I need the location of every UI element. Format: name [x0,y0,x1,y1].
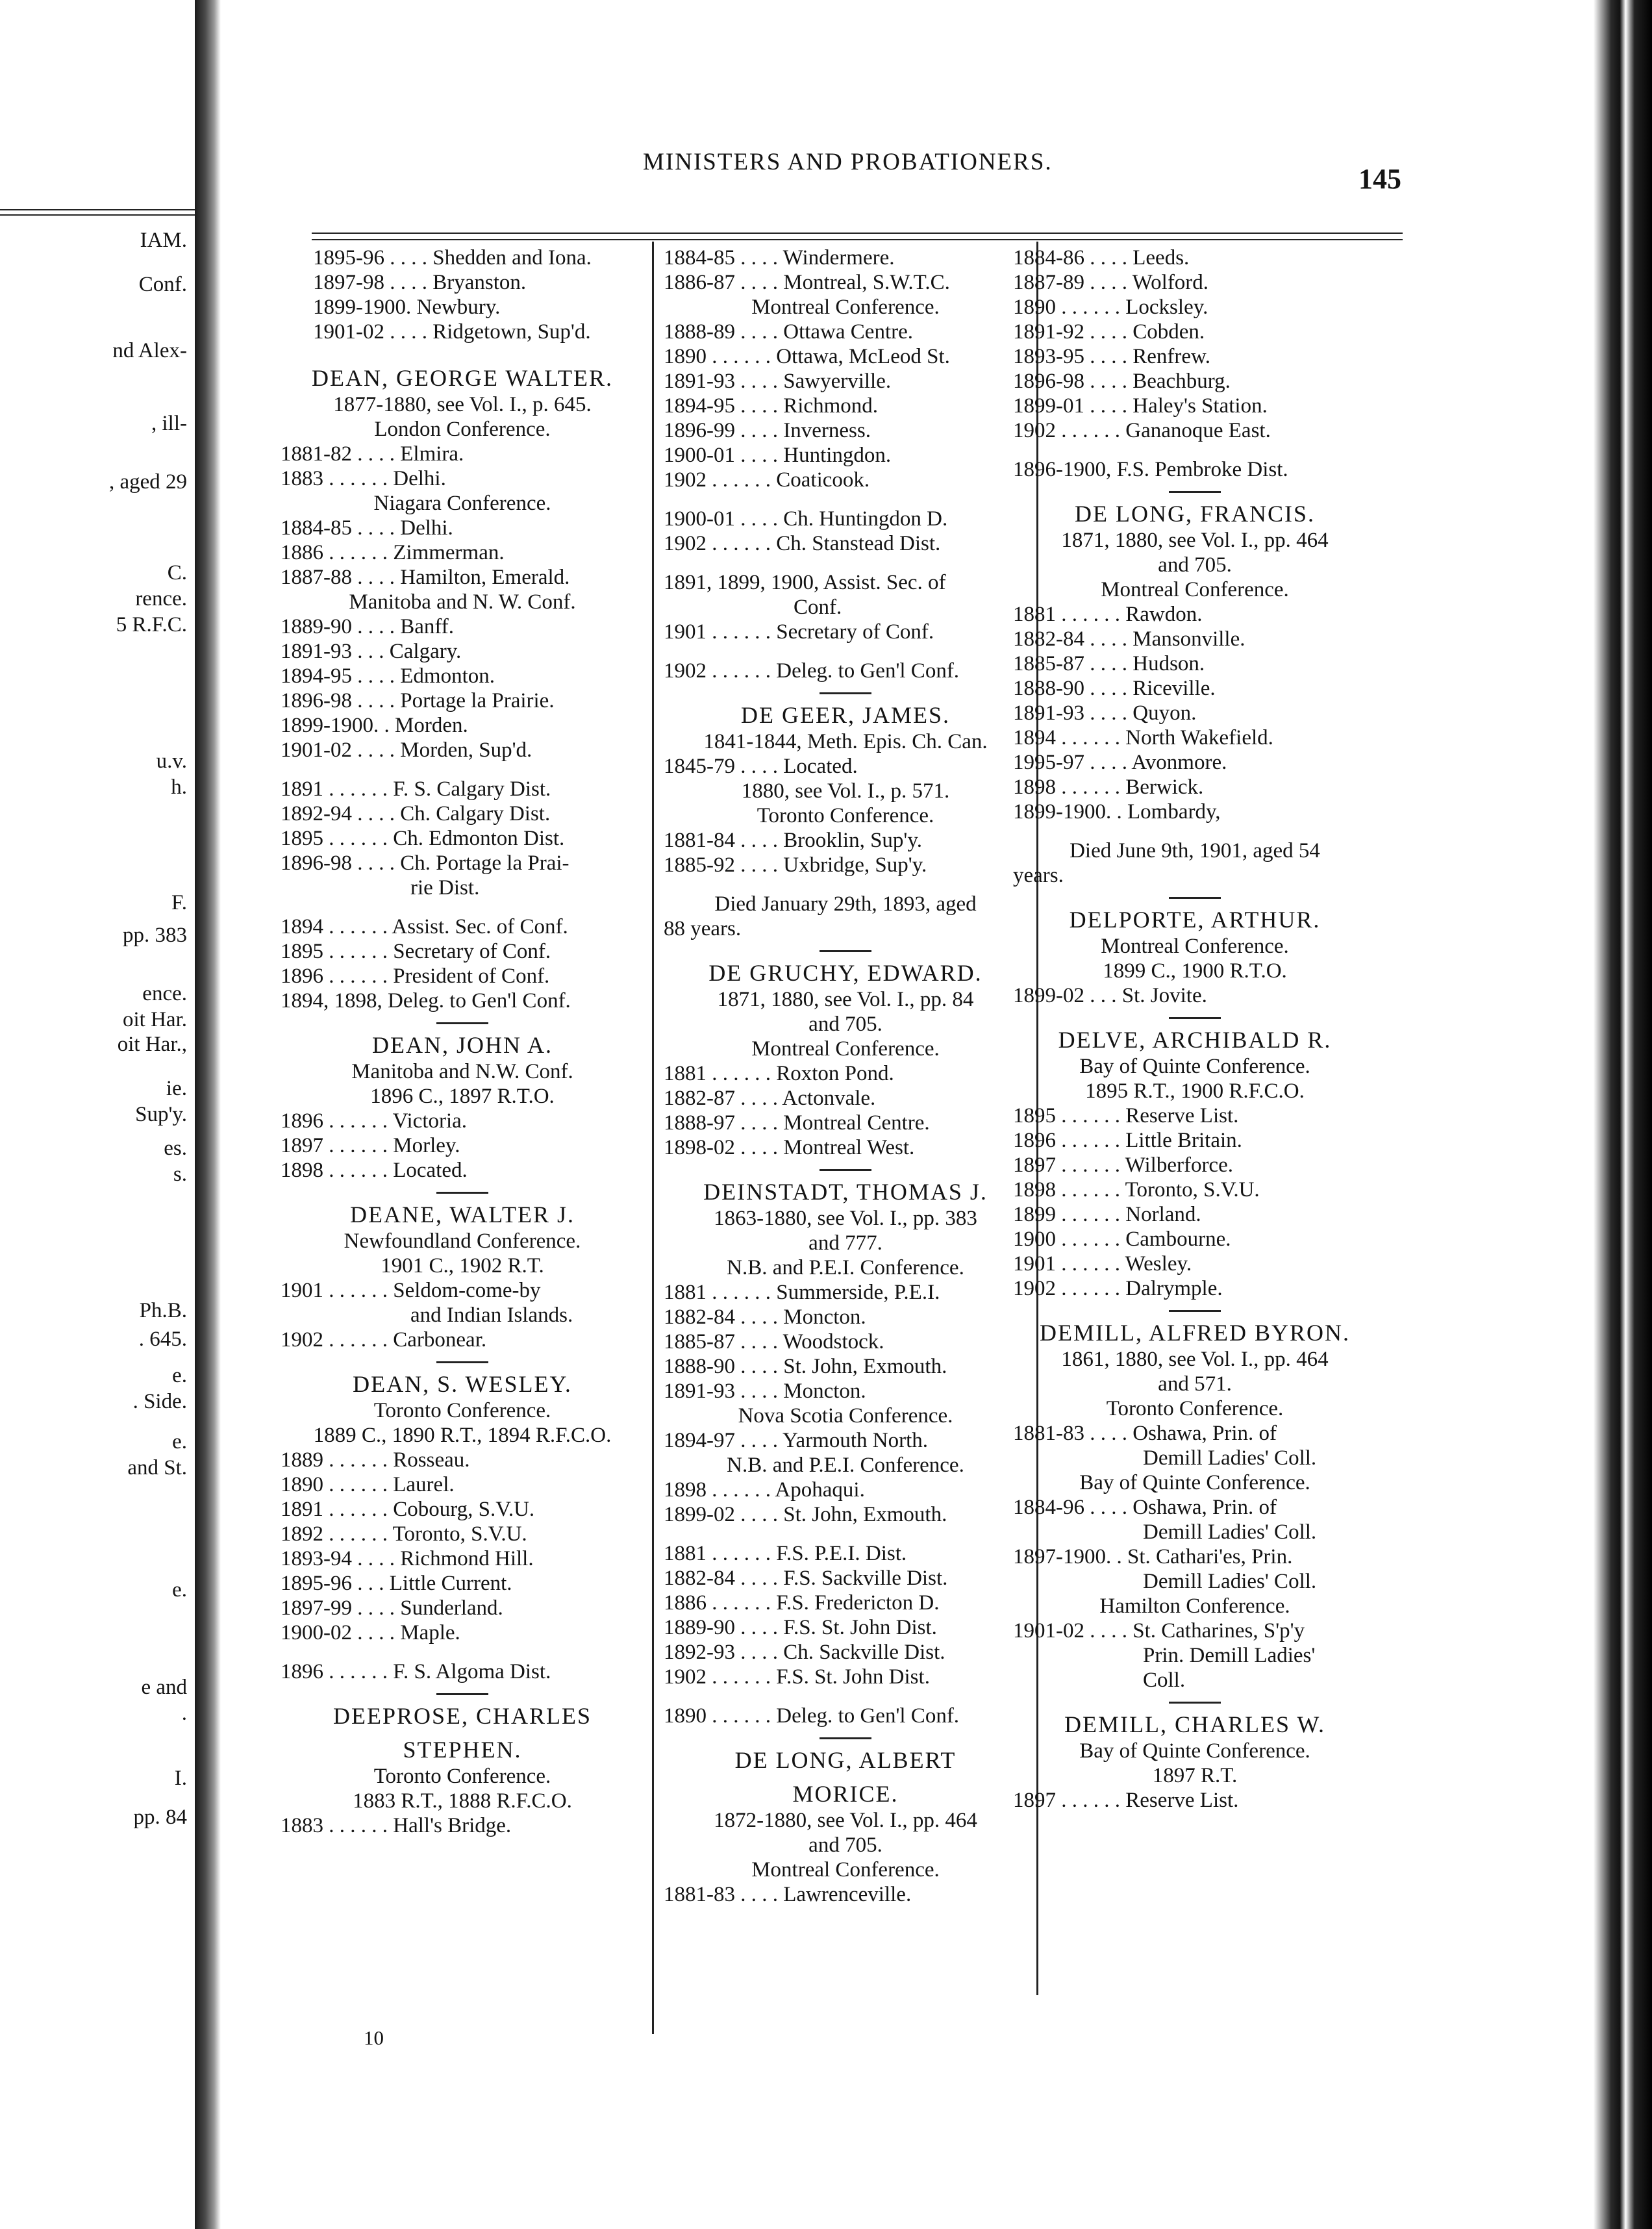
previous-page-fragment-text: and St. [127,1456,187,1480]
appointment-line: 1892 . . . . . . Toronto, S.V.U. [281,1522,527,1546]
minister-name-heading: DEMILL, CHARLES W. [1064,1711,1325,1737]
minister-name-heading: DEMILL, ALFRED BYRON. [1039,1320,1350,1346]
previous-page-fragment-text: e and [141,1676,187,1699]
appointment-line: 1881 . . . . . . Rawdon. [1013,603,1203,626]
appointment-line: 1901-02 . . . . Ridgetown, Sup'd. [313,320,591,344]
previous-page-fragment-text: . 645. [138,1328,187,1351]
appointment-line: 1882-84 . . . . Mansonville. [1013,627,1245,651]
appointment-line: 1891-92 . . . . Cobden. [1013,320,1205,344]
previous-page-fragment-text: F. [171,891,187,914]
entry-spacer [1013,443,1377,457]
conference-line: Manitoba and N. W. Conf. [349,590,576,614]
appointment-line: 1884-85 . . . . Delhi. [281,516,453,540]
appointment-line: 1900-02 . . . . Maple. [281,1621,460,1644]
appointment-line: 1881 . . . . . . F.S. P.E.I. Dist. [664,1542,907,1565]
minister-name-heading: DEAN, JOHN A. [372,1032,553,1058]
entry-divider [820,1737,871,1739]
conference-line: and 705. [1158,553,1232,577]
conference-line: London Conference. [374,418,551,441]
conference-line: Bay of Quinte Conference. [1079,1471,1310,1494]
previous-page-fragment-text: , aged 29 [108,470,187,494]
previous-page-fragment [0,0,195,2229]
previous-page-fragment-text: 5 R.F.C. [116,613,187,636]
conference-line: Toronto Conference. [757,804,934,827]
appointment-line: 1881-83 . . . . Lawrenceville. [664,1883,912,1906]
continuation-line: Demill Ladies' Coll. [1143,1570,1317,1593]
appointment-line: 1890 . . . . . . Locksley. [1013,296,1208,319]
conference-line: and 777. [808,1231,882,1255]
entry-divider [820,950,871,952]
previous-page-fragment-text: h. [171,775,187,799]
entry-divider [820,692,871,694]
conference-line: Nova Scotia Conference. [738,1404,953,1428]
entry-spacer [664,644,1027,659]
minister-name-heading: DEAN, GEORGE WALTER. [312,365,613,391]
appointment-line: 1891, 1899, 1900, Assist. Sec. of [664,571,946,594]
appointment-line: 1900 . . . . . . Cambourne. [1013,1228,1231,1251]
minister-name-heading: DEAN, S. WESLEY. [353,1371,572,1397]
entry-spacer [281,1645,644,1659]
appointment-line: 1884-96 . . . . Oshawa, Prin. of [1013,1496,1277,1519]
appointment-line: 1845-79 . . . . Located. [664,755,858,778]
appointment-line: 1894 . . . . . . Assist. Sec. of Conf. [281,915,568,938]
appointment-line: 1887-89 . . . . Wolford. [1013,271,1209,294]
minister-name-heading: DELPORTE, ARTHUR. [1069,907,1321,933]
conference-line: Died January 29th, 1893, aged [714,892,977,916]
conference-line: Montreal Conference. [751,1037,940,1061]
appointment-line: 1884-85 . . . . Windermere. [664,246,895,270]
appointment-line: 1888-89 . . . . Ottawa Centre. [664,320,913,344]
previous-page-fragment-text: C. [167,561,187,585]
appointment-line: 1899-02 . . . St. Jovite. [1013,984,1207,1007]
appointment-line: 1898 . . . . . . Toronto, S.V.U. [1013,1178,1260,1202]
appointment-line: 1902 . . . . . . Carbonear. [281,1328,487,1352]
appointment-line: 1883 . . . . . . Delhi. [281,467,446,490]
previous-page-fragment-text: u.v. [156,749,187,773]
appointment-line: 1891 . . . . . . F. S. Calgary Dist. [281,777,551,801]
appointment-line: 1890 . . . . . . Laurel. [281,1473,455,1496]
appointment-line: 1892-93 . . . . Ch. Sackville Dist. [664,1641,945,1664]
previous-page-fragment-text: , ill- [151,412,187,435]
entry-spacer [281,900,644,914]
conference-line: 1901 C., 1902 R.T. [381,1254,544,1278]
entry-spacer [281,762,644,777]
entry-divider [436,1361,488,1363]
appointment-line: 1895-96 . . . . Shedden and Iona. [313,246,592,270]
conference-line: Toronto Conference. [1106,1397,1284,1420]
continuation-line: Conf. [794,596,842,619]
appointment-line: 1894 . . . . . . North Wakefield. [1013,726,1273,749]
appointment-line: years. [1013,864,1064,887]
appointment-line: 1885-92 . . . . Uxbridge, Sup'y. [664,853,927,877]
conference-line: 1883 R.T., 1888 R.F.C.O. [353,1789,572,1813]
appointment-line: 1881 . . . . . . Summerside, P.E.I. [664,1281,940,1304]
appointment-line: 1891-93 . . . . Sawyerville. [664,370,892,393]
appointment-line: 1899-1900. . Morden. [281,714,468,737]
conference-line: Toronto Conference. [373,1399,551,1422]
minister-name-heading: DE GRUCHY, EDWARD. [708,960,982,986]
conference-line: N.B. and P.E.I. Conference. [727,1454,964,1477]
appointment-line: 1902 . . . . . . F.S. St. John Dist. [664,1665,930,1689]
appointment-line: 1891-93 . . . . Quyon. [1013,701,1197,725]
conference-line: Toronto Conference. [373,1765,551,1788]
appointment-line: 1898 . . . . . . Located. [281,1159,468,1182]
previous-page-fragment-text: es. [164,1137,187,1160]
appointment-line: 1885-87 . . . . Woodstock. [664,1330,884,1354]
conference-line: 1896 C., 1897 R.T.O. [370,1085,555,1108]
appointment-line: 1898 . . . . . . Apohaqui. [664,1478,865,1502]
appointment-line: 1902 . . . . . . Deleg. to Gen'l Conf. [664,659,960,683]
continuation-line: Prin. Demill Ladies' [1143,1644,1316,1667]
conference-line: 1889 C., 1890 R.T., 1894 R.F.C.O. [313,1424,612,1447]
signature-mark: 10 [364,2026,384,2049]
column-1 [281,246,644,1838]
appointment-line: 1897-1900. . St. Cathari'es, Prin. [1013,1545,1293,1568]
appointment-line: 1895 . . . . . . Ch. Edmonton Dist. [281,827,565,850]
previous-page-fragment-text: oit Har. [123,1008,187,1031]
minister-name-heading: DEEPROSE, CHARLES [332,1703,592,1729]
appointment-line: 1900-01 . . . . Ch. Huntingdon D. [664,507,948,531]
appointment-line: 1891-93 . . . Calgary. [281,640,462,663]
appointment-line: 88 years. [664,917,742,940]
appointment-line: 1894-97 . . . . Yarmouth North. [664,1429,929,1452]
appointment-line: 1901 . . . . . . Secretary of Conf. [664,620,934,644]
appointment-line: 1894-95 . . . . Edmonton. [281,664,495,688]
appointment-line: 1896 . . . . . . F. S. Algoma Dist. [281,1660,551,1683]
appointment-line: 1886 . . . . . . F.S. Fredericton D. [664,1591,940,1615]
appointment-line: 1899-02 . . . . St. John, Exmouth. [664,1503,947,1526]
conference-line: 1877-1880, see Vol. I., p. 645. [333,393,592,416]
appointment-line: 1881-84 . . . . Brooklin, Sup'y. [664,829,922,852]
appointment-line: 1892-94 . . . . Ch. Calgary Dist. [281,802,551,825]
conference-line: 1872-1880, see Vol. I., pp. 464 [714,1809,977,1832]
conference-line: and 705. [808,1833,882,1857]
conference-line: Niagara Conference. [373,492,551,515]
conference-line: and 571. [1158,1372,1232,1396]
previous-page-fragment-text: pp. 84 [133,1806,187,1829]
appointment-line: 1900-01 . . . . Huntingdon. [664,444,892,467]
appointment-line: 1888-97 . . . . Montreal Centre. [664,1111,930,1135]
appointment-line: 1882-84 . . . . F.S. Sackville Dist. [664,1567,948,1590]
previous-page-fragment-text: ence. [142,982,187,1005]
conference-line: Montreal Conference. [1101,578,1289,601]
appointment-line: 1881-83 . . . . Oshawa, Prin. of [1013,1422,1277,1445]
appointment-line: 1894-95 . . . . Richmond. [664,394,878,418]
appointment-line: 1895-96 . . . Little Current. [281,1572,512,1595]
conference-line: Montreal Conference. [1101,935,1289,958]
appointment-line: 1890 . . . . . . Deleg. to Gen'l Conf. [664,1704,960,1728]
minister-name-heading: DELVE, ARCHIBALD R. [1058,1027,1332,1053]
conference-line: 1841-1844, Meth. Epis. Ch. Can. [703,730,988,753]
column-3 [1013,246,1377,1813]
appointment-line: 1902 . . . . . . Ch. Stanstead Dist. [664,532,941,555]
appointment-line: 1897 . . . . . . Reserve List. [1013,1789,1239,1812]
entry-spacer [664,1527,1027,1541]
conference-line: 1899 C., 1900 R.T.O. [1103,959,1287,983]
appointment-line: 1899-1900. . Lombardy, [1013,800,1221,824]
entry-divider [1169,491,1221,493]
appointment-line: 1889-90 . . . . Banff. [281,615,455,638]
entry-spacer [281,344,644,359]
minister-name-heading: MORICE. [792,1781,899,1807]
appointment-line: 1887-88 . . . . Hamilton, Emerald. [281,566,570,589]
previous-page-fragment-text: ie. [166,1077,187,1100]
entry-divider [1169,897,1221,899]
appointment-line: 1895 . . . . . . Secretary of Conf. [281,940,551,963]
previous-page-fragment-text: pp. 383 [123,924,187,947]
page-number: 145 [1358,163,1401,195]
appointment-line: 1896 . . . . . . Little Britain. [1013,1129,1242,1152]
appointment-line: 1888-90 . . . . Riceville. [1013,677,1216,700]
appointment-line: 1888-90 . . . . St. John, Exmouth. [664,1355,947,1378]
minister-name-heading: DE LONG, ALBERT [734,1747,957,1773]
entry-spacer [664,1689,1027,1704]
previous-page-fragment-text: Sup'y. [135,1103,187,1126]
appointment-line: 1890 . . . . . . Ottawa, McLeod St. [664,345,950,368]
conference-line: 1880, see Vol. I., p. 571. [741,779,950,803]
running-head: MINISTERS AND PROBATIONERS. [643,149,1053,175]
entry-spacer [664,492,1027,507]
appointment-line: 1902 . . . . . . Gananoque East. [1013,419,1271,442]
entry-divider [436,1022,488,1024]
previous-page-fragment-text: nd Alex- [112,339,187,362]
continuation-line: and Indian Islands. [410,1303,573,1327]
appointment-line: 1898-02 . . . . Montreal West. [664,1136,915,1159]
previous-page-fragment-text: rence. [135,587,187,611]
appointment-line: 1901 . . . . . . Wesley. [1013,1252,1192,1276]
appointment-line: 1902 . . . . . . Dalrymple. [1013,1277,1223,1300]
entry-spacer [1013,824,1377,838]
continuation-line: Demill Ladies' Coll. [1143,1446,1317,1470]
conference-line: Montreal Conference. [751,1858,940,1882]
appointment-line: 1897-99 . . . . Sunderland. [281,1596,503,1620]
conference-line: Died June 9th, 1901, aged 54 [1070,839,1320,863]
appointment-line: 1897 . . . . . . Morley. [281,1134,460,1157]
appointment-line: 1893-95 . . . . Renfrew. [1013,345,1210,368]
appointment-line: 1896-99 . . . . Inverness. [664,419,871,442]
appointment-line: 1883 . . . . . . Hall's Bridge. [281,1814,512,1837]
appointment-line: 1898 . . . . . . Berwick. [1013,775,1204,799]
appointment-line: 1995-97 . . . . Avonmore. [1013,751,1227,774]
conference-line: 1895 R.T., 1900 R.F.C.O. [1085,1079,1305,1103]
appointment-line: 1881-82 . . . . Elmira. [281,442,464,466]
conference-line: and 705. [808,1013,882,1036]
previous-page-fragment-text: s. [173,1163,187,1186]
column-2 [664,246,1027,1907]
previous-page-fragment-text: Conf. [138,273,187,296]
appointment-line: 1889 . . . . . . Rosseau. [281,1448,470,1472]
appointment-line: 1896-98 . . . . Beachburg. [1013,370,1231,393]
conference-line: 1861, 1880, see Vol. I., pp. 464 [1061,1348,1329,1371]
appointment-line: 1897 . . . . . . Wilberforce. [1013,1153,1233,1177]
appointment-line: 1901-02 . . . . St. Catharines, S'p'y [1013,1619,1305,1643]
conference-line: 1863-1880, see Vol. I., pp. 383 [714,1207,977,1230]
header-rule [312,233,1403,240]
appointment-line: 1899-1900. Newbury. [313,296,501,319]
appointment-line: 1884-86 . . . . Leeds. [1013,246,1190,270]
conference-line: 1897 R.T. [1152,1764,1238,1787]
conference-line: 1871, 1880, see Vol. I., pp. 464 [1061,529,1329,552]
previous-page-fragment-text: I. [174,1767,187,1790]
entry-divider [1169,1017,1221,1019]
continuation-line: rie Dist. [410,876,480,900]
previous-page-fragment-text: . [181,1702,187,1725]
appointment-line: 1896 . . . . . . President of Conf. [281,964,550,988]
appointment-line: 1882-87 . . . . Actonvale. [664,1087,876,1110]
minister-name-heading: STEPHEN. [403,1737,522,1763]
page-edge [1594,0,1652,2229]
minister-name-heading: DE LONG, FRANCIS. [1074,501,1316,527]
conference-line: Bay of Quinte Conference. [1079,1055,1310,1078]
conference-line: N.B. and P.E.I. Conference. [727,1256,964,1279]
appointment-line: 1896 . . . . . . Victoria. [281,1109,468,1133]
entry-divider [1169,1702,1221,1704]
appointment-line: 1889-90 . . . . F.S. St. John Dist. [664,1616,937,1639]
continuation-line: Demill Ladies' Coll. [1143,1520,1317,1544]
entry-divider [820,1169,871,1171]
conference-line: Manitoba and N.W. Conf. [351,1060,573,1083]
conference-line: Montreal Conference. [751,296,940,319]
previous-page-fragment-text: e. [172,1578,187,1602]
appointment-line: 1899 . . . . . . Norland. [1013,1203,1201,1226]
appointment-line: 1893-94 . . . . Richmond Hill. [281,1547,534,1570]
appointment-line: 1901-02 . . . . Morden, Sup'd. [281,738,532,762]
appointment-line: 1896-98 . . . . Ch. Portage la Prai- [281,851,569,875]
previous-page-fragment-text: e. [172,1430,187,1454]
appointment-line: 1896-98 . . . . Portage la Prairie. [281,689,555,712]
conference-line: 1871, 1880, see Vol. I., pp. 84 [717,988,974,1011]
appointment-line: 1895 . . . . . . Reserve List. [1013,1104,1239,1127]
continuation-line: Coll. [1143,1669,1186,1692]
previous-page-fragment-text: e. [172,1364,187,1387]
appointment-line: 1901 . . . . . . Seldom-come-by [281,1279,541,1302]
appointment-line: 1881 . . . . . . Roxton Pond. [664,1062,894,1085]
minister-name-heading: DE GEER, JAMES. [740,702,950,728]
previous-page-fragment-text: Ph.B. [139,1299,187,1322]
column-rule-1 [652,242,654,2034]
appointment-line: 1886-87 . . . . Montreal, S.W.T.C. [664,271,950,294]
entry-divider [436,1693,488,1695]
conference-line: Hamilton Conference. [1099,1594,1290,1618]
minister-name-heading: DEANE, WALTER J. [350,1202,575,1228]
appointment-line: 1899-01 . . . . Haley's Station. [1013,394,1268,418]
appointment-line: 1885-87 . . . . Hudson. [1013,652,1205,675]
appointment-line: 1891-93 . . . . Moncton. [664,1379,866,1403]
appointment-line: 1882-84 . . . . Moncton. [664,1305,866,1329]
appointment-line: 1896-1900, F.S. Pembroke Dist. [1013,458,1288,481]
book-spine-shadow [195,0,221,2229]
appointment-line: 1902 . . . . . . Coaticook. [664,468,870,492]
appointment-line: 1894, 1898, Deleg. to Gen'l Conf. [281,989,571,1013]
previous-page-fragment-text: . Side. [132,1390,187,1413]
previous-page-fragment-text: IAM. [140,229,187,252]
conference-line: Bay of Quinte Conference. [1079,1739,1310,1763]
entry-spacer [664,877,1027,892]
entry-divider [436,1192,488,1194]
appointment-line: 1891 . . . . . . Cobourg, S.V.U. [281,1498,535,1521]
previous-page-fragment-text: oit Har., [117,1033,187,1056]
previous-page-rule [0,209,195,216]
conference-line: Newfoundland Conference. [344,1229,581,1253]
entry-divider [1169,1310,1221,1312]
appointment-line: 1886 . . . . . . Zimmerman. [281,541,505,564]
minister-name-heading: DEINSTADT, THOMAS J. [703,1179,988,1205]
entry-spacer [664,556,1027,570]
appointment-line: 1897-98 . . . . Bryanston. [313,271,527,294]
